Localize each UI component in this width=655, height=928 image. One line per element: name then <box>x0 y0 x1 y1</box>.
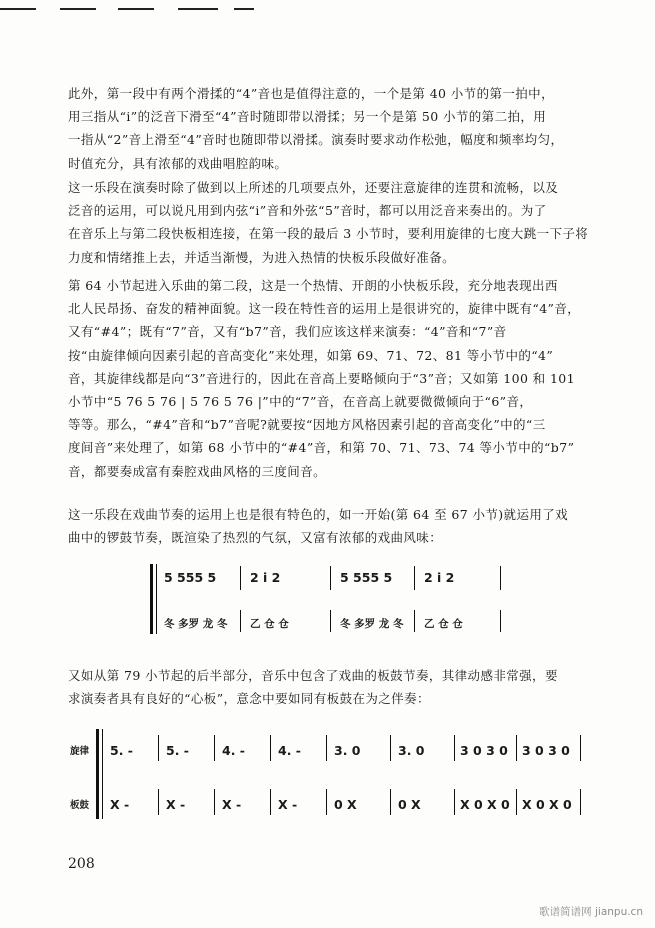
drum-measure: X - <box>110 797 130 812</box>
text-line: 度间音”来处理了，如第 68 小节中的“#4”音，和第 70、71、73、74 等小节中的“b7” <box>68 440 575 456</box>
paragraph-2 <box>68 176 588 269</box>
bar-line <box>158 735 159 761</box>
melody-measure: 5 555 5 <box>164 570 217 585</box>
paragraph-5 <box>68 664 588 710</box>
bar-line <box>580 789 581 815</box>
score-brace <box>96 729 99 819</box>
paragraph-1 <box>68 82 588 175</box>
text-line: 泛音的运用，可以说凡用到内弦“i”音和外弦“5”音时，都可以用泛音来奏出的。为了 <box>68 203 547 219</box>
bar-line <box>516 735 517 761</box>
header-rule <box>0 8 36 10</box>
bar-line <box>326 735 327 761</box>
header-rule <box>234 8 254 10</box>
text-line: 第 64 小节起进入乐曲的第二段，这是一个热情、开朗的小快板乐段，充分地表现出西 <box>68 278 558 293</box>
percussion-measure: 乙 仓 仓 <box>424 618 463 630</box>
header-rule <box>178 8 218 10</box>
bar-line <box>330 610 331 632</box>
bar-line <box>330 566 331 590</box>
melody-label: 旋律 <box>70 746 90 757</box>
drum-measure: X - <box>222 797 242 812</box>
percussion-measure: 冬 多罗 龙 冬 <box>340 618 404 630</box>
bar-line <box>500 610 501 632</box>
page-number: 208 <box>68 856 95 872</box>
score-ban-drum-rhythm <box>70 725 590 825</box>
text-line: 等等。那么，“#4”音和“b7”音呢?就要按“因地方风格因素引起的音高变化”中的“三 <box>68 417 546 433</box>
score-brace <box>150 564 153 634</box>
bar-line <box>214 789 215 815</box>
text-line: 按“由旋律倾向因素引起的音高变化”来处理，如第 69、71、72、81 等小节中的“4” <box>68 347 554 363</box>
bar-line <box>240 610 241 632</box>
melody-measure: 4. - <box>222 743 245 758</box>
bar-line <box>516 789 517 815</box>
melody-measure: 2 i 2 <box>250 570 281 585</box>
text-line: 求演奏者具有良好的“心板”，意念中要如同有板鼓在为之伴奏： <box>68 691 430 707</box>
text-line: 这一乐段在演奏时除了做到以上所述的几项要点外，还要注意旋律的连贯和流畅，以及 <box>68 180 559 195</box>
drum-label: 板鼓 <box>70 800 90 811</box>
text-line: 曲中的锣鼓节奏，既渲染了热烈的气氛，又富有浓郁的戏曲风味： <box>68 530 443 546</box>
header-rule <box>118 8 154 10</box>
watermark: 歌谱简谱网 jianpu.cn <box>539 906 643 918</box>
text-line: 一指从“2”音上滑至“4”音时也随即带以滑揉。演奏时要求动作松弛，幅度和频率均匀， <box>68 132 564 148</box>
text-line: 小节中“5 76 5 76 | 5 76 5 76 |”中的“7”音，在音高上就要微微倾向于“6”音， <box>68 393 533 409</box>
melody-measure: 4. - <box>278 743 301 758</box>
text-line: 此外，第一段中有两个滑揉的“4”音也是值得注意的，一个是第 40 小节的第一拍中， <box>68 86 554 101</box>
melody-measure: 5. - <box>110 743 133 758</box>
drum-measure: 0 X <box>398 797 421 812</box>
drum-measure: X 0 X 0 <box>460 797 510 812</box>
drum-measure: 0 X <box>334 797 357 812</box>
bar-line <box>500 566 501 590</box>
percussion-measure: 乙 仓 仓 <box>250 618 289 630</box>
bar-line <box>580 735 581 761</box>
melody-measure: 5 555 5 <box>340 570 393 585</box>
bar-line <box>270 789 271 815</box>
bar-line <box>156 564 157 634</box>
bar-line <box>390 735 391 761</box>
bar-line <box>414 566 415 590</box>
drum-measure: X - <box>278 797 298 812</box>
text-line: 又有“#4”；既有“7”音，又有“b7”音，我们应该这样来演奏：“4”音和“7”音 <box>68 324 507 340</box>
score-gong-drum-rhythm <box>150 562 510 642</box>
bar-line <box>240 566 241 590</box>
bar-line <box>158 789 159 815</box>
melody-measure: 3 0 3 0 <box>460 743 508 758</box>
bar-line <box>214 735 215 761</box>
header-rule <box>60 8 96 10</box>
melody-measure: 5. - <box>166 743 189 758</box>
melody-measure: 2 i 2 <box>424 570 455 585</box>
paragraph-4 <box>68 503 588 549</box>
percussion-measure: 冬 多罗 龙 冬 <box>164 618 228 630</box>
bar-line <box>454 735 455 761</box>
melody-measure: 3 0 3 0 <box>522 743 570 758</box>
melody-measure: 3. 0 <box>398 743 425 758</box>
bar-line <box>390 789 391 815</box>
drum-measure: X - <box>166 797 186 812</box>
melody-measure: 3. 0 <box>334 743 361 758</box>
bar-line <box>414 610 415 632</box>
bar-line <box>270 735 271 761</box>
text-line: 又如从第 79 小节起的后半部分，音乐中包含了戏曲的板鼓节奏，其律动感非常强，要 <box>68 668 558 683</box>
text-line: 北人民昂扬、奋发的精神面貌。这一段在特性音的运用上是很讲究的，旋律中既有“4”音， <box>68 301 581 317</box>
bar-line <box>326 789 327 815</box>
paragraph-3 <box>68 274 588 483</box>
text-line: 音，都要奏成富有秦腔戏曲风格的三度间音。 <box>68 463 327 479</box>
text-line: 音，其旋律线都是向“3”音进行的，因此在音高上要略倾向于“3”音；又如第 100 和 101 <box>68 370 576 386</box>
text-line: 用三指从“i”的泛音下滑至“4”音时随即带以滑揉；另一个是第 50 小节的第二拍，用 <box>68 109 547 125</box>
text-line: 在音乐上与第二段快板相连接，在第一段的最后 3 小节时，要利用旋律的七度大跳一下子将 <box>68 226 588 242</box>
text-line: 力度和情绪推上去，并适当渐慢，为进入热情的快板乐段做好准备。 <box>68 249 456 265</box>
drum-measure: X 0 X 0 <box>522 797 572 812</box>
text-line: 这一乐段在戏曲节奏的运用上也是很有特色的，如一开始(第 64 至 67 小节)就运用了戏 <box>68 507 569 522</box>
text-line: 时值充分，具有浓郁的戏曲唱腔韵味。 <box>68 155 288 171</box>
bar-line <box>102 729 103 819</box>
bar-line <box>454 789 455 815</box>
